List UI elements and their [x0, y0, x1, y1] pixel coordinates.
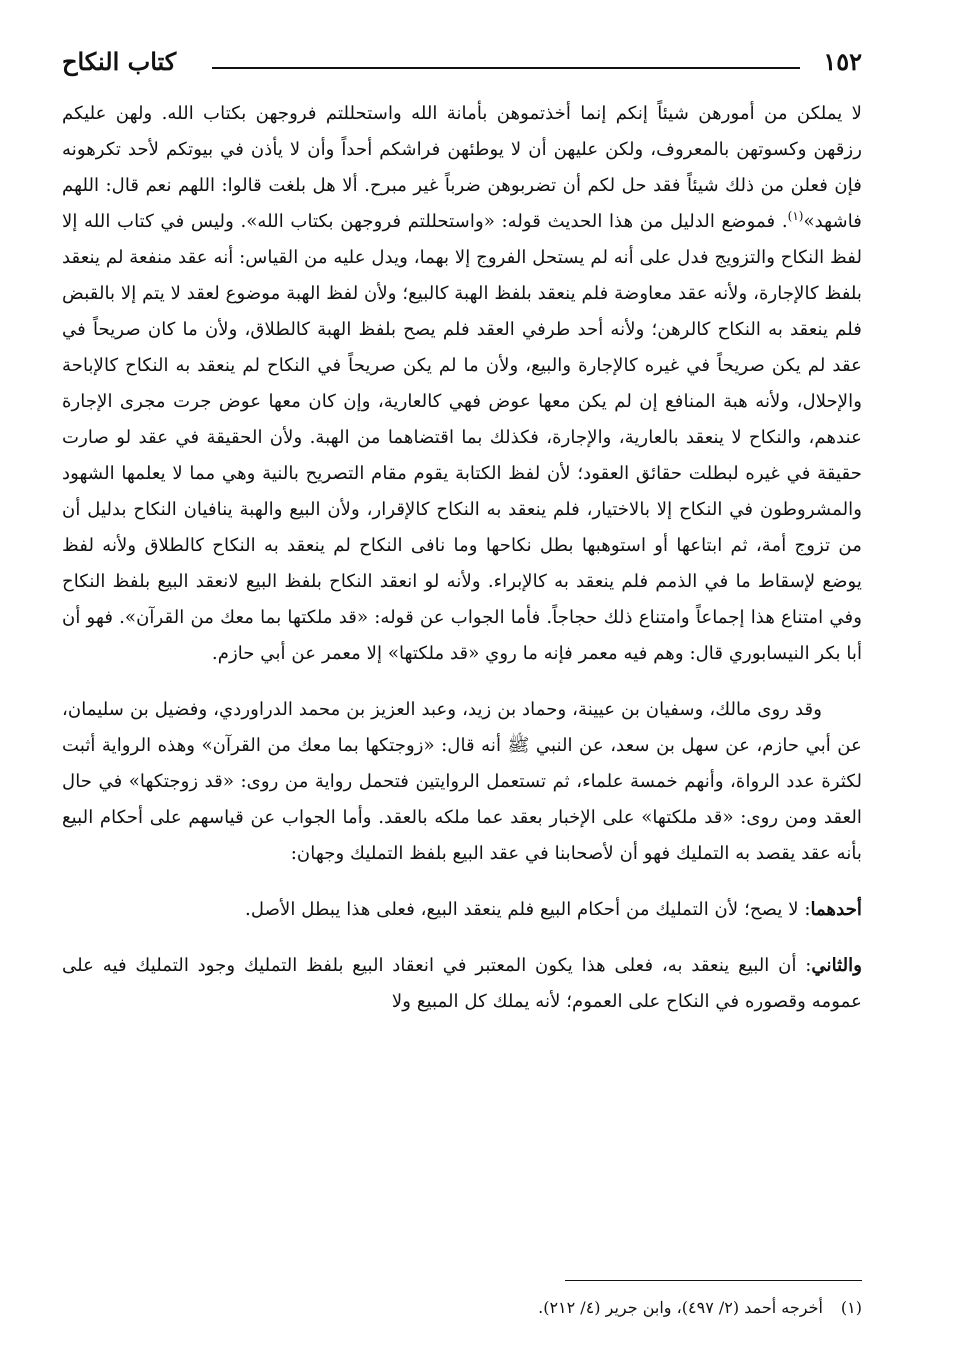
page-header: [62, 44, 862, 84]
footnote-number: (١): [840, 1298, 862, 1317]
paragraph-2: وقد روى مالك، وسفيان بن عيينة، وحماد بن زيد، وعبد العزيز بن محمد الدراوردي، وفضيل بن سليمان، عن أبي حازم، عن سهل بن سعد، عن النبي ﷺ أنه قال: «زوجتكها بما معك من القرآن» وهذه الرواية أثبت لكثرة عدد الرواة، وأنهم خمسة علماء، ثم تستعمل الروايتين فتحمل رواية من روى: «قد زوجتكها» في حال العقد ومن روى: «قد ملكتها» على الإخبار بعقد عما ملكه بالعقد. وأما الجواب عن قياسهم على أحكام البيع بأنه عقد يقصد به التمليك فهو أن لأصحابنا في عقد البيع بلفظ التمليك وجهان:: [62, 699, 862, 864]
footnote-text: أخرجه أحمد (٢/ ٤٩٧)، وابن جرير (٤/ ٢١٢).: [538, 1298, 823, 1317]
page-number: ١٥٢: [823, 47, 862, 76]
book-title: كتاب النكاح: [62, 47, 177, 76]
second-view-text: : أن البيع ينعقد به، فعلى هذا يكون المعتبر في انعقاد البيع بلفظ التمليك وجود التمليك فيه على عمومه وقصوره في النكاح على العموم؛ لأنه يملك كل المبيع ولا: [62, 955, 862, 1012]
footnote-rule: [565, 1280, 862, 1281]
paragraph-3: [62, 892, 862, 928]
footnote-reference: (١): [787, 208, 804, 223]
header-rule: [212, 67, 800, 69]
second-view-label: والثاني: [811, 955, 862, 976]
paragraph-4: [62, 948, 862, 1020]
first-view-text: : لا يصح؛ لأن التمليك من أحكام البيع فلم ينعقد البيع، فعلى هذا يبطل الأصل.: [245, 899, 811, 920]
footnote: [62, 1293, 862, 1323]
main-text: [62, 96, 862, 1020]
paragraph-1-part-a: لا يملكن من أمورهن شيئاً إنكم إنما أخذتموهن بأمانة الله واستحللتم فروجهن بكتاب الله. ولهن عليكم رزقهن وكسوتهن بالمعروف، ولكن عليهن أن لا يوطئهن فراشكم أحداً وأن لا يأذن في بيوتكم لأحد تكرهونه فإن فعلن من ذلك شيئاً فقد حل لكم أن تضربوهن ضرباً غير مبرح. ألا هل بلغت قالوا: اللهم نعم قال: اللهم فاشهد»: [62, 103, 862, 232]
paragraph-1-part-b: . فموضع الدليل من هذا الحديث قوله: «واستحللتم فروجهن بكتاب الله». وليس في كتاب الله إلا لفظ النكاح والتزويج فدل على أنه لم يستحل الفروج إلا بهما، ويدل عليه من القياس: أنه عقد منفعة لم ينعقد بلفظ كالإجارة، ولأنه عقد معاوضة فلم ينعقد بلفظ الهبة كالبيع؛ ولأن لفظ الهبة موضوع لعقد لا يتم إلا بالقبض فلم ينعقد به النكاح كالرهن؛ ولأنه أحد طرفي العقد فلم يصح بلفظ الهبة كالطلاق، ولأن ما كان صريحاً في عقد لم يكن صريحاً في غيره كالإجارة والبيع، ولأن ما لم يكن صريحاً في النكاح لم ينعقد به النكاح كالإباحة والإحلال، ولأنه هبة المنافع إن لم يكن معها عوض فهي كالعارية، وإن كان معها عوض جرت مجرى الإجارة عندهم، والنكاح لا ينعقد بالعارية، والإجارة، فكذلك بما اقتضاهما من الهبة. ولأن الحقيقة في عقد لو صارت حقيقة في غيره لبطلت حقائق العقود؛ لأن لفظ الكتابة يقوم مقام التصريح بالنية وهي مما لا يعلمها الشهود والمشروطون في النكاح إلا بالاختيار، فلم ينعقد به النكاح كالإقرار، ولأن البيع والهبة ينافيان النكاح بدليل أن من تزوج أمة، ثم ابتاعها أو استوهبها بطل نكاحها وما نافى النكاح لم ينعقد به النكاح كالطلاق ولأنه لفظ يوضع لإسقاط ما في الذمم فلم ينعقد به كالإبراء. ولأنه لو انعقد النكاح بلفظ البيع لانعقد البيع بلفظ النكاح وفي امتناع هذا إجماعاً وامتناع ذلك حجاجاً. فأما الجواب عن قوله: «قد ملكتها بما معك من القرآن». فهو أن أبا بكر النيسابوري قال: وهم فيه معمر فإنه ما روي «قد ملكتها» إلا معمر عن أبي حازم.: [62, 211, 862, 664]
first-view-label: أحدهما: [810, 899, 862, 920]
paragraph-1: [62, 96, 862, 672]
